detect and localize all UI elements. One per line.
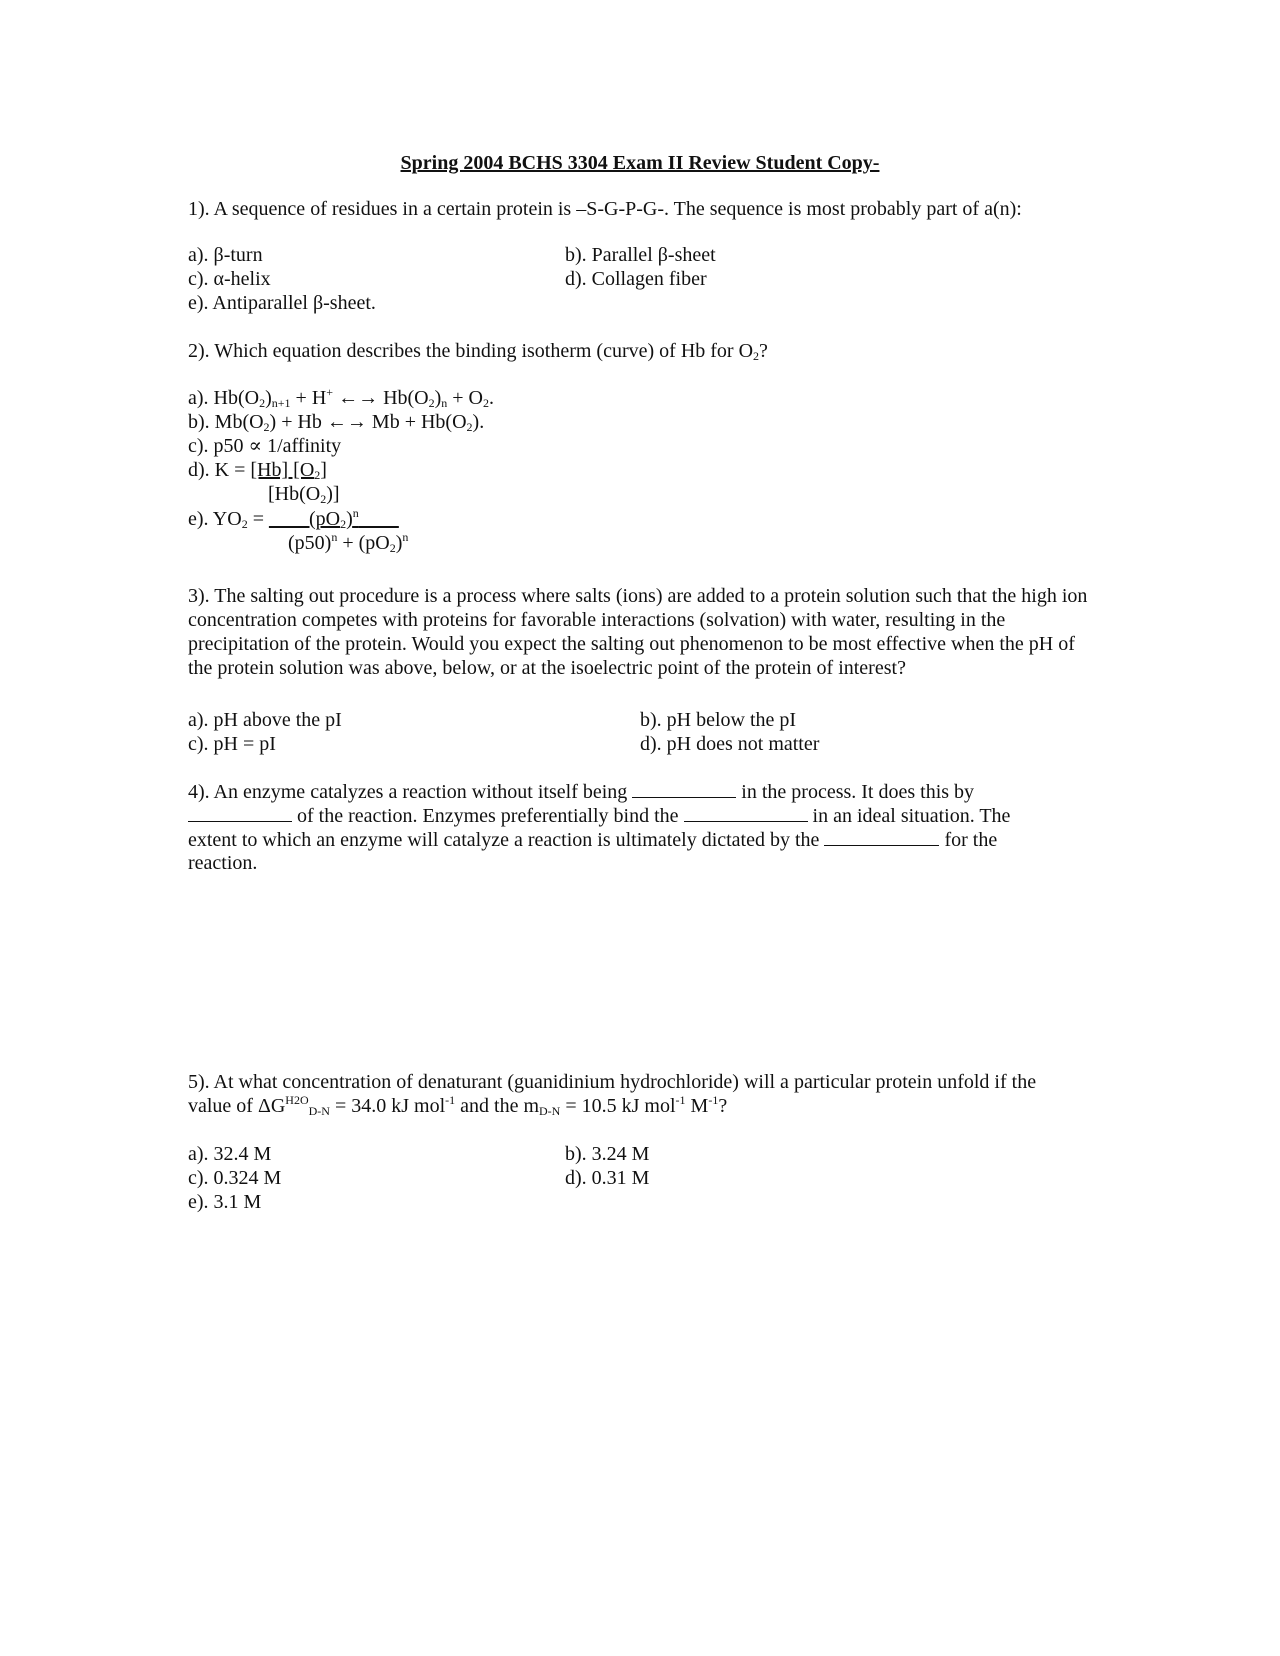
q5-option-c: c). 0.324 M <box>188 1167 282 1189</box>
q2-option-e: e). $YO_2$ = $\_\_\_\_(pO_2)^n\_\_\_\_$ <box>188 506 399 531</box>
q5-option-b: b). 3.24 M <box>565 1143 650 1165</box>
q1-option-a: a). β-turn <box>188 244 263 266</box>
page-title: Spring 2004 BCHS 3304 Exam II Review Student Copy- <box>400 152 880 174</box>
q2-e-denominator: $(p50)^n + (pO_2)^n$ <box>288 530 409 555</box>
q2-option-a: a). $Hb(O_2)_{n+1} + H^+$ ←→ $Hb(O_2)_n + O_2$. <box>188 385 495 410</box>
question-4-line-4: reaction. <box>188 852 258 874</box>
q3-option-c: c). pH = pI <box>188 733 276 755</box>
q2-e-numerator: $\_\_\_\_(pO_2)^n\_\_\_\_$ <box>268 506 399 531</box>
q5-option-e: e). 3.1 M <box>188 1191 262 1213</box>
question-5-line-1: 5). At what concentration of denaturant (guanidinium hydrochloride) will a particular protein unfold if the <box>188 1071 1037 1093</box>
q3-option-d: d). pH does not matter <box>640 733 820 755</box>
q5-option-d: d). 0.31 M <box>565 1167 650 1189</box>
question-3-stem: 3). The salting out procedure is a process where salts (ions) are added to a protein solution such that the high ion concentration competes with proteins for favorable interactions (solvation) with water, resulting in the precipitation of the protein. Would you expect the salting out phenomenon to be most effective when the pH of the protein solution was above, below, or at the isoelectric point of the protein of interest? <box>188 585 1088 679</box>
blank-3 <box>684 803 808 822</box>
q3-option-b: b). pH below the pI <box>640 709 797 731</box>
blank-4 <box>824 827 939 846</box>
question-4-line-2: of the reaction. Enzymes preferentially bind the in an ideal situation. The <box>188 803 1010 828</box>
q1-option-d: d). Collagen fiber <box>565 268 707 290</box>
q1-option-e: e). Antiparallel β-sheet. <box>188 292 376 314</box>
blank-1 <box>632 779 736 798</box>
question-4-line-3: extent to which an enzyme will catalyze a reaction is ultimately dictated by the for the <box>188 829 998 851</box>
blank-2 <box>188 803 292 822</box>
q5-option-a: a). 32.4 M <box>188 1143 272 1165</box>
q2-option-d: d). K = [Hb] $[O_2]$ <box>188 459 327 482</box>
q1-option-b: b). Parallel β-sheet <box>565 244 716 266</box>
question-5-line-2: value of $\Delta G^{H2O}_{D-N} = 34.0$ kJ mol$^{-1}$ and the $m_{D-N} = 10.5$ kJ mol$^{-1}$ $M^{-1}$? <box>188 1093 728 1118</box>
q1-option-c: c). α-helix <box>188 268 271 290</box>
question-4-line-1: 4). An enzyme catalyzes a reaction without itself being in the process. It does this by <box>188 781 975 803</box>
q3-option-a: a). pH above the pI <box>188 709 342 731</box>
question-2-stem: 2). Which equation describes the binding isotherm (curve) of Hb for $O_2$? <box>188 340 768 363</box>
question-1-stem: 1). A sequence of residues in a certain protein is –S-G-P-G-. The sequence is most probably part of a(n): <box>188 198 1022 220</box>
q2-option-b: b). $Mb(O_2) + Hb$ ←→ $Mb + Hb(O_2)$. <box>188 411 485 434</box>
q2-option-c: c). p50 ∝ 1/affinity <box>188 435 342 457</box>
q2-d-denominator: $[Hb(O_2)]$ <box>268 483 340 506</box>
q2-d-numerator: [Hb] $[O_2]$ <box>250 459 327 482</box>
